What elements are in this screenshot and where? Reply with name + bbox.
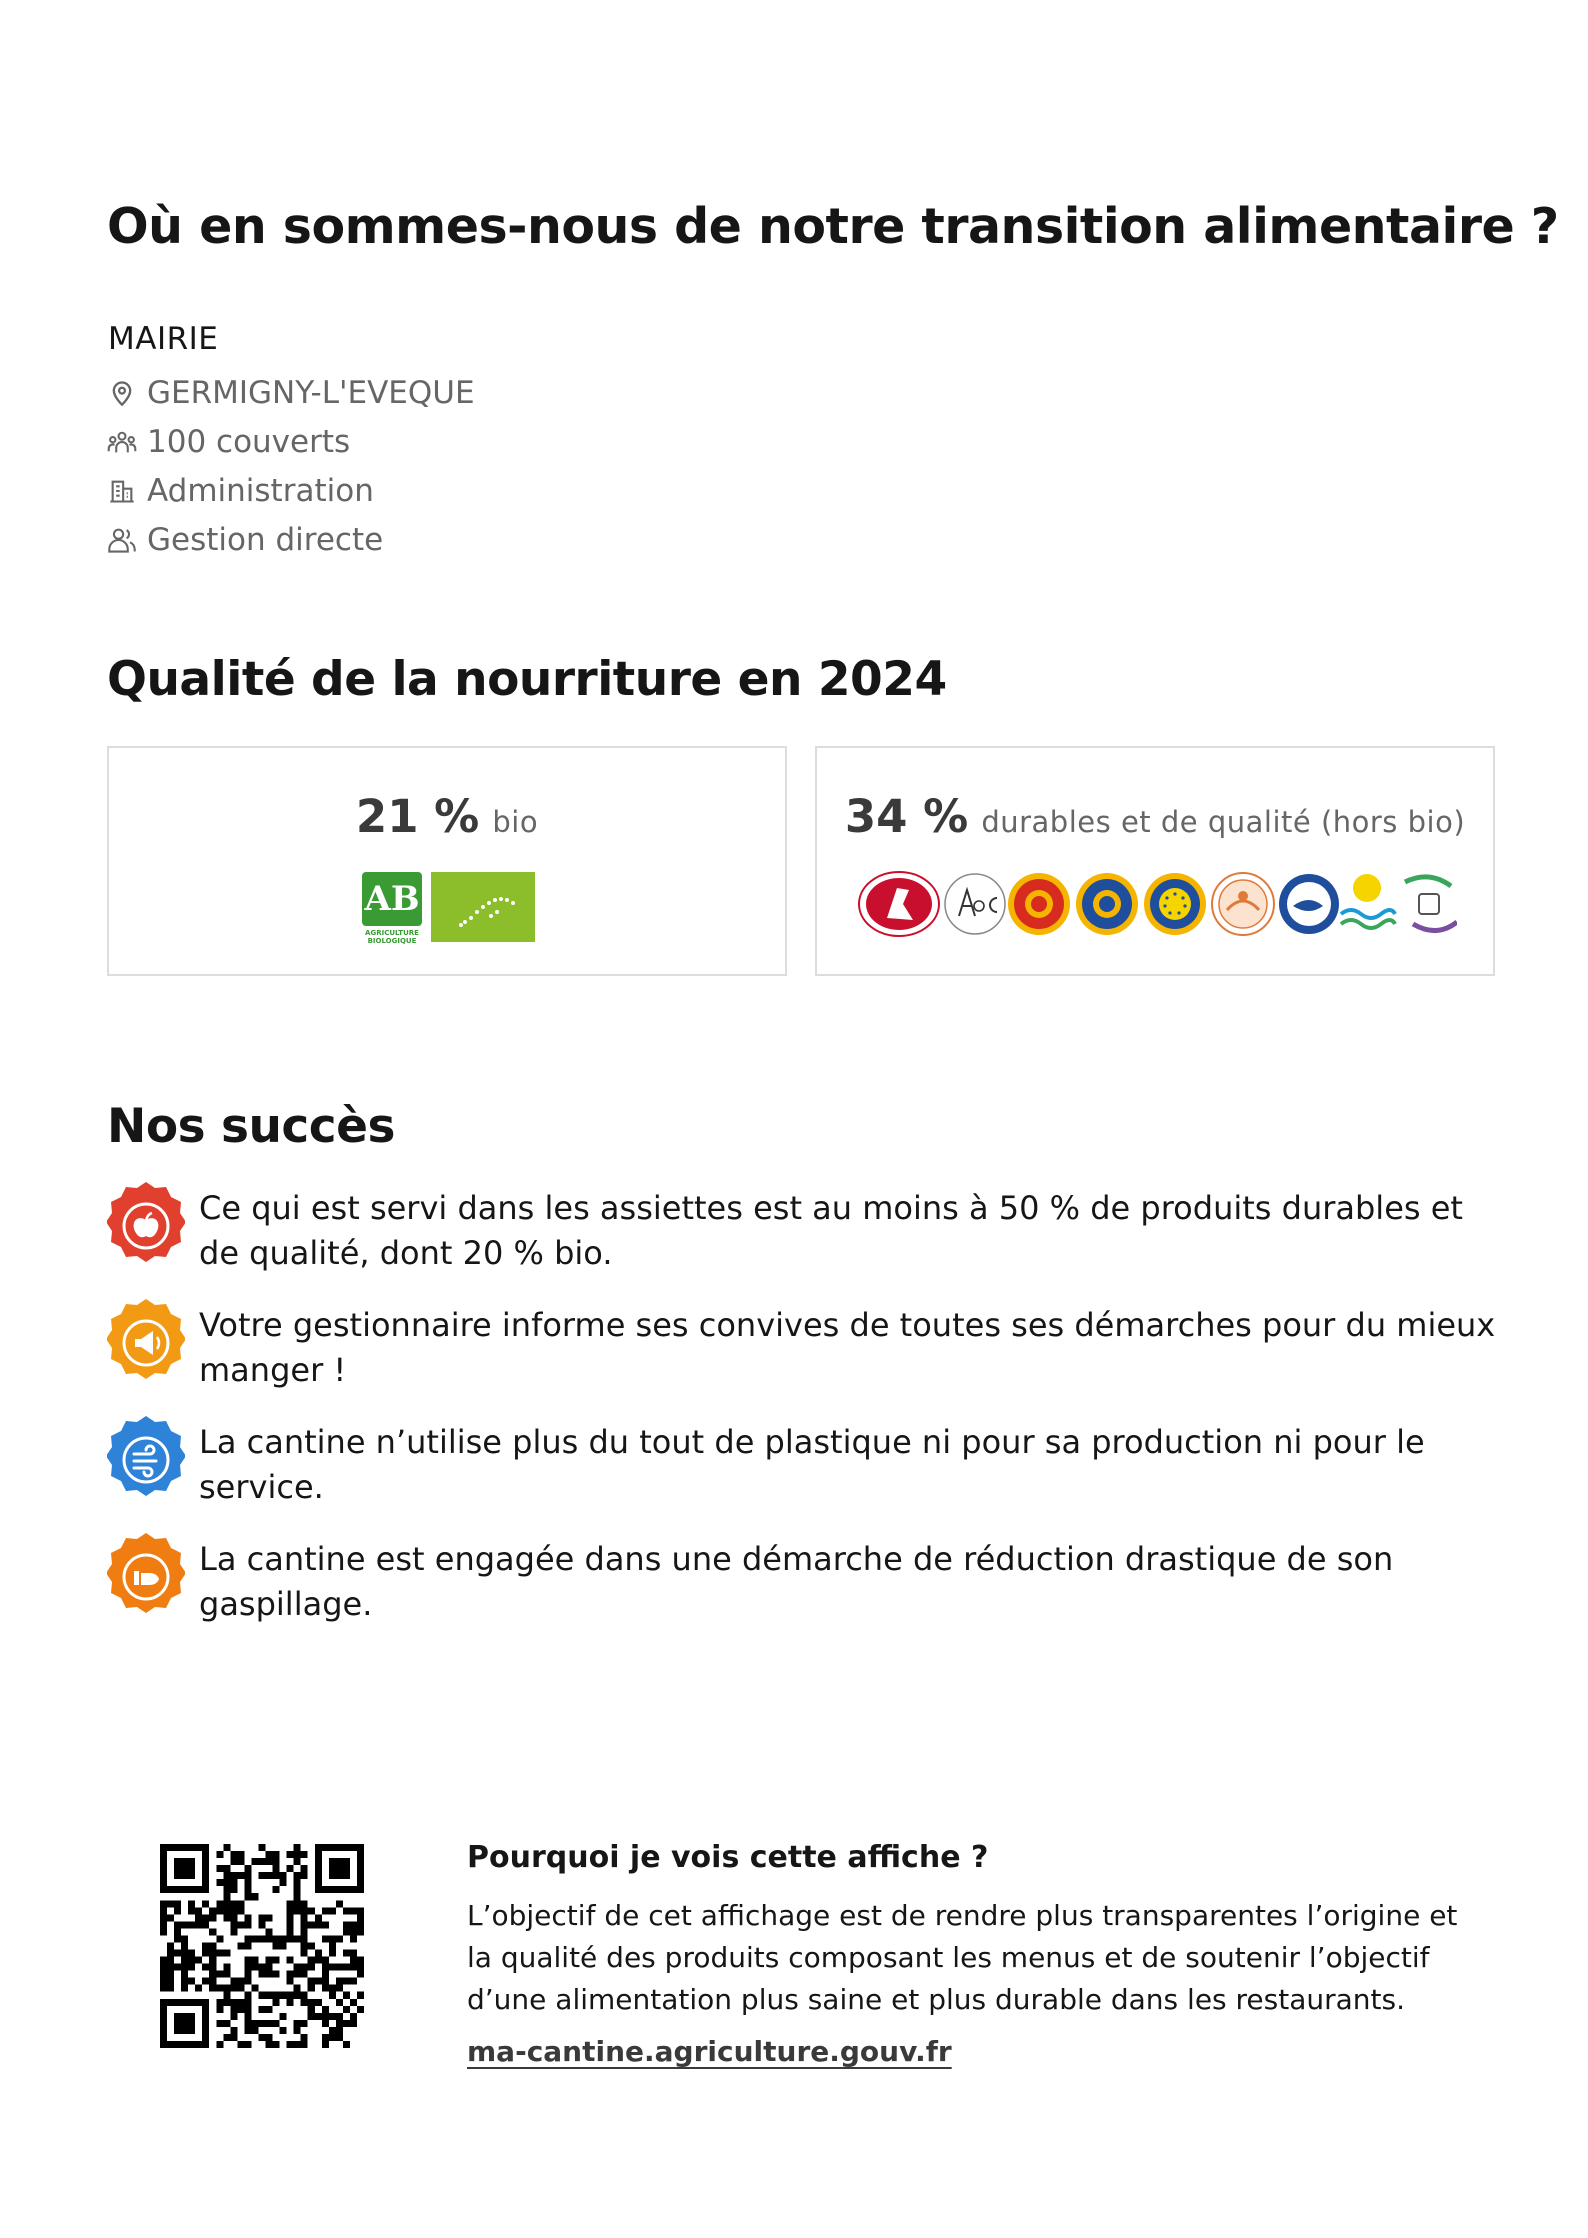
success-item: [107, 1297, 1509, 1389]
user-icon: [107, 525, 137, 555]
quality-title: Qualité de la nourriture en 2024: [107, 652, 947, 707]
aoc-logo: [945, 874, 1005, 934]
bio-percent: 21 %: [355, 790, 480, 843]
success-badge: [107, 1414, 185, 1506]
success-item: [107, 1180, 1509, 1272]
success-text: La cantine n’utilise plus du tout de plastique ni pour sa production ni pour le service.: [199, 1423, 1425, 1506]
success-badge: [107, 1180, 185, 1272]
canteen-management: Gestion directe: [147, 522, 384, 558]
bio-label: bio: [492, 805, 539, 839]
canteen-type: MAIRIE: [108, 321, 219, 357]
sustainable-card-header: [817, 790, 1493, 843]
success-item: [107, 1414, 1509, 1506]
success-text: Ce qui est servi dans les assiettes est au moins à 50 % de produits durables et de qualité, dont 20 % bio.: [199, 1189, 1463, 1272]
aop-logo: [1008, 873, 1070, 935]
ab-logo: [362, 872, 422, 944]
canteen-covers: 100 couverts: [147, 424, 351, 460]
footer-link[interactable]: ma-cantine.agriculture.gouv.fr: [467, 2035, 952, 2068]
canteen-sector-row: [107, 469, 374, 513]
bio-card-header: [109, 790, 785, 843]
group-icon: [107, 427, 137, 457]
success-badge: [107, 1531, 185, 1623]
canteen-covers-row: [107, 420, 350, 464]
canteen-management-row: [107, 518, 383, 562]
canteen-city: GERMIGNY-L'EVEQUE: [147, 375, 475, 411]
success-text: Votre gestionnaire informe ses convives de toutes ses démarches pour du mieux manger !: [199, 1306, 1496, 1389]
peche-durable-logo: [1279, 874, 1339, 934]
success-badge: [107, 1297, 185, 1389]
commerce-equitable-logo: [1405, 877, 1457, 931]
page-title: Où en sommes-nous de notre transition alimentaire ?: [107, 198, 1559, 255]
successes-title: Nos succès: [107, 1099, 395, 1154]
success-item: [107, 1531, 1509, 1623]
stg-logo: [1144, 873, 1206, 935]
canteen-sector: Administration: [147, 473, 374, 509]
qr-code: [160, 1844, 364, 2048]
map-pin-icon: [107, 378, 137, 408]
label-rouge-logo: [859, 872, 939, 936]
quality-labels-logos: [857, 868, 1457, 944]
success-text: La cantine est engagée dans une démarche de réduction drastique de son gaspillage.: [199, 1540, 1394, 1623]
footer-title: Pourquoi je vois cette affiche ?: [467, 1840, 989, 1875]
ab-logo-mark: AB: [362, 872, 422, 926]
sustainable-percent: 34 %: [844, 790, 969, 843]
sustainable-card: [815, 746, 1495, 976]
building-icon: [107, 476, 137, 506]
eu-organic-logo: [431, 872, 535, 942]
footer-text: L’objectif de cet affichage est de rendre plus transparentes l’origine et la qualité des produits composant les menus et de soutenir l’objectif d’une alimentation plus saine et plus durable dans les restaurants.: [467, 1899, 1458, 2016]
hve-logo: [1212, 873, 1274, 935]
ab-logo-caption: AGRICULTURE BIOLOGIQUE: [365, 929, 419, 945]
sustainable-label: durables et de qualité (hors bio): [981, 805, 1466, 839]
bio-card: [107, 746, 787, 976]
rup-logo: [1341, 874, 1395, 928]
canteen-city-row: [107, 371, 475, 415]
igp-logo: [1076, 873, 1138, 935]
